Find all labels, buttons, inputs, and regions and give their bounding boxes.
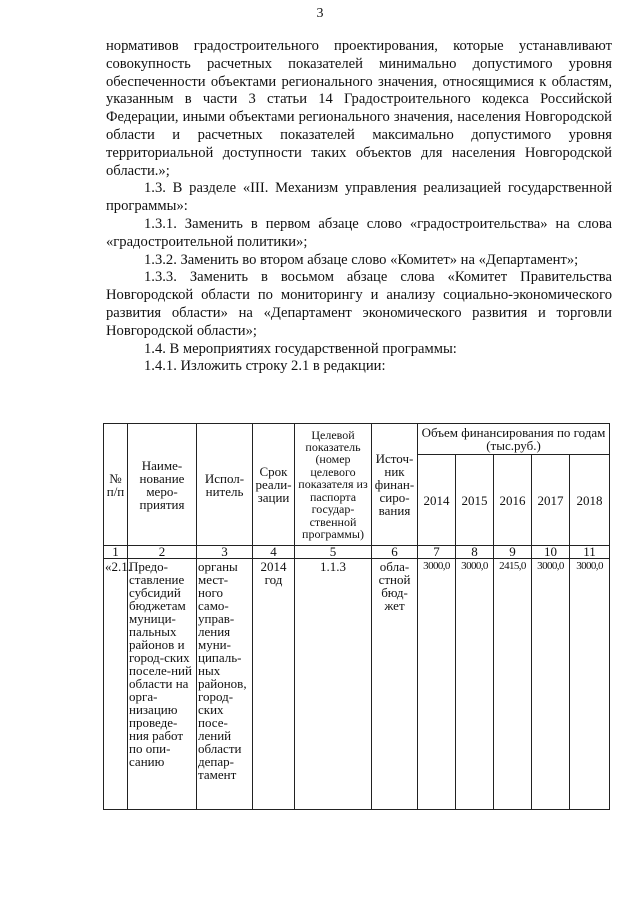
header-year: 2015 — [456, 455, 494, 546]
column-number: 1 — [104, 546, 128, 559]
column-number: 11 — [570, 546, 610, 559]
table-header-row — [104, 424, 610, 455]
cell-term: 2014 год — [253, 559, 295, 810]
column-number: 9 — [494, 546, 532, 559]
header-year: 2014 — [418, 455, 456, 546]
column-number: 6 — [372, 546, 418, 559]
cell-value: 2415,0 — [494, 559, 532, 810]
cell-num: «2.1. — [104, 559, 128, 810]
header-executor: Испол-нитель — [197, 424, 253, 546]
cell-source: обла-стной бюд-жет — [372, 559, 418, 810]
cell-value: 3000,0 — [532, 559, 570, 810]
paragraph: нормативов градостроительного проектирования, которые устанавливают совокупность расчетных показателей минимально допустимого уровня обеспеченности объектами регионального значения, относящимися к областям, указанным в части 3 статьи 14 Градостроительного кодекса Российской Федерации, иными объектами регионального значения, населения Новгородской области и расчетных показателей максимально допустимого уровня территориальной доступности таких объектов для населения Новгородской области.»; — [106, 38, 612, 179]
header-term: Срок реали-зации — [253, 424, 295, 546]
paragraph: 1.3.2. Заменить во втором абзаце слово «Комитет» на «Департамент»; — [144, 251, 579, 268]
column-number: 10 — [532, 546, 570, 559]
header-name: Наиме-нование меро-приятия — [128, 424, 197, 546]
paragraph: 1.4.1. Изложить строку 2.1 в редакции: — [144, 358, 386, 375]
cell-target: 1.1.3 — [295, 559, 372, 810]
column-number: 2 — [128, 546, 197, 559]
page-number: 3 — [316, 6, 324, 21]
header-year: 2017 — [532, 455, 570, 546]
paragraph: 1.3.1. Заменить в первом абзаце слово «градостроительства» на слова «градостроительной политики»; — [106, 215, 612, 250]
cell-value: 3000,0 — [456, 559, 494, 810]
cell-value: 3000,0 — [418, 559, 456, 810]
header-year: 2016 — [494, 455, 532, 546]
cell-executor: органы мест-ного само-управ-ления муни-ципаль-ных районов, город-ских посе-лений области депар-тамент — [197, 559, 253, 810]
paragraph: 1.4. В мероприятиях государственной программы: — [144, 340, 457, 357]
column-number: 3 — [197, 546, 253, 559]
column-number: 4 — [253, 546, 295, 559]
paragraph: 1.3. В разделе «III. Механизм управления реализацией государственной программы»: — [106, 180, 612, 215]
header-funding: Объем финансирования по годам (тыс.руб.) — [418, 424, 610, 455]
cell-name: Предо-ставление субсидий бюджетам муници-пальных районов и город-ских поселе-ний области на орга-низацию проведе-ния работ по опи-санию — [128, 559, 197, 810]
activities-table — [103, 423, 610, 810]
header-num: № п/п — [104, 424, 128, 546]
column-number: 8 — [456, 546, 494, 559]
header-target: Целевой показатель (номер целевого показателя из паспорта государ-ственной программы) — [295, 424, 372, 546]
cell-value: 3000,0 — [570, 559, 610, 810]
column-number: 7 — [418, 546, 456, 559]
paragraph: 1.3.3. Заменить в восьмом абзаце слова «Комитет Правительства Новгородской области по мониторингу и анализу социально-экономического развития области» на «Департамент экономического развития и торговли Новгородской области»; — [106, 269, 612, 339]
table-row — [104, 559, 610, 810]
column-number: 5 — [295, 546, 372, 559]
header-source: Источ-ник финан-сиро-вания — [372, 424, 418, 546]
column-numbers-row — [104, 546, 610, 559]
body-text — [106, 38, 612, 376]
header-year: 2018 — [570, 455, 610, 546]
